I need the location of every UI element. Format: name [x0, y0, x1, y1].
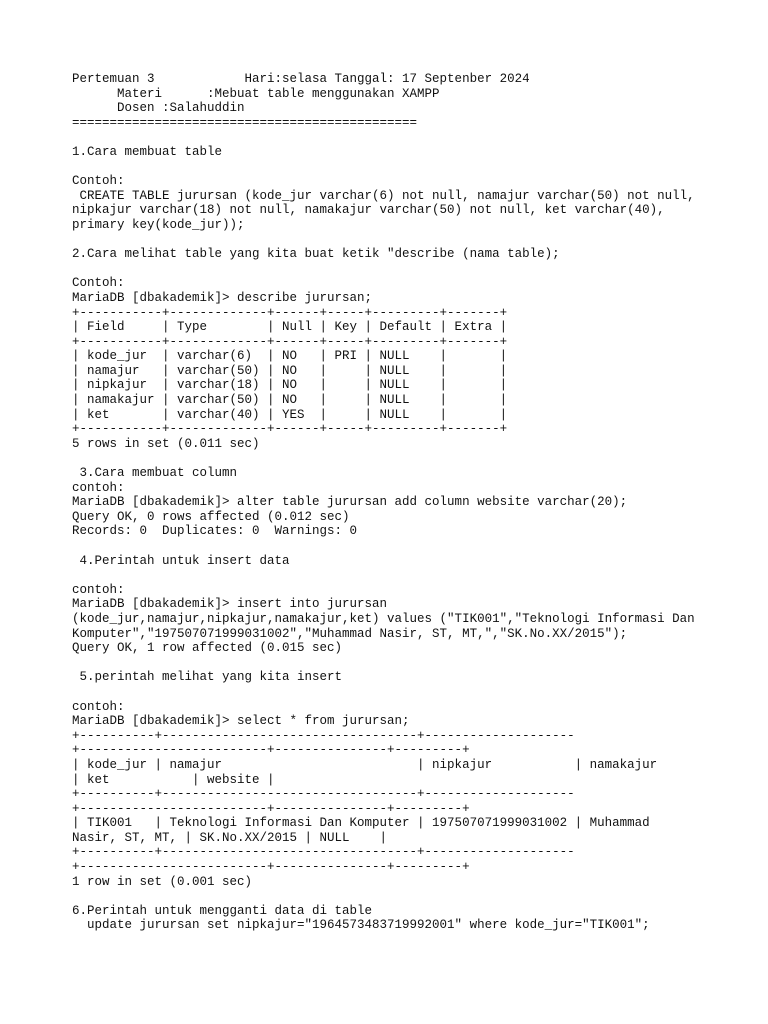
table-row: | TIK001 | Teknologi Informasi Dan Komputer | 197507071999031002 | Muhammad: [72, 816, 650, 831]
table-row: | nipkajur | varchar(18) | NO | | NULL | |: [72, 378, 508, 393]
code-line: CREATE TABLE jurursan (kode_jur varchar(6) not null, namajur varchar(50) not null,: [72, 188, 695, 203]
code-line: update jurursan set nipkajur="1964573483719992001" where kode_jur="TIK001";: [72, 918, 650, 933]
code-line: Query OK, 1 row affected (0.015 sec): [72, 641, 343, 656]
table-border: +-------------------------+---------------+---------+: [72, 860, 470, 875]
section-2-code: [72, 291, 762, 452]
subject-line: Materi :Mebuat table menggunakan XAMPP: [72, 86, 440, 101]
section-5-code: [72, 714, 762, 889]
code-line: MariaDB [dbakademik]> select * from jurursan;: [72, 714, 410, 729]
section-1-code: [72, 189, 762, 233]
table-border: +----------+----------------------------------+--------------------: [72, 845, 575, 860]
section-3-code: [72, 495, 762, 539]
section-5-title: 5.perintah melihat yang kita insert: [72, 670, 343, 685]
table-border: +-------------------------+---------------+---------+: [72, 743, 470, 758]
table-border: +----------+----------------------------------+--------------------: [72, 787, 575, 802]
table-border: +-----------+-------------+------+-----+---------+-------+: [72, 422, 508, 437]
section-1-title: 1.Cara membuat table: [72, 144, 223, 159]
code-line: (kode_jur,namajur,nipkajur,namakajur,ket) values ("TIK001","Teknologi Informasi Dan: [72, 611, 695, 626]
header-rule: ==============================================: [72, 115, 418, 130]
table-header-row: | kode_jur | namajur | nipkajur | namakajur: [72, 757, 658, 772]
result-summary: 5 rows in set (0.011 sec): [72, 436, 260, 451]
table-row: | namajur | varchar(50) | NO | | NULL | |: [72, 363, 508, 378]
code-line: MariaDB [dbakademik]> describe jurursan;: [72, 290, 373, 305]
section-1-example-label: Contoh:: [72, 174, 125, 189]
result-summary: 1 row in set (0.001 sec): [72, 874, 253, 889]
table-border: +-----------+-------------+------+-----+---------+-------+: [72, 305, 508, 320]
document-page: [72, 72, 762, 933]
meeting-info: Pertemuan 3 Hari:selasa Tanggal: 17 Septenber 2024: [72, 72, 530, 86]
section-2-title: 2.Cara melihat table yang kita buat ketik "describe (nama table);: [72, 247, 560, 262]
section-4-code: [72, 597, 762, 655]
table-row: | ket | varchar(40) | YES | | NULL | |: [72, 407, 508, 422]
code-line: Komputer","197507071999031002","Muhammad Nasir, ST, MT,","SK.No.XX/2015");: [72, 626, 628, 641]
table-border: +----------+----------------------------------+--------------------: [72, 728, 575, 743]
code-line: Records: 0 Duplicates: 0 Warnings: 0: [72, 524, 358, 539]
table-border: +-----------+-------------+------+-----+---------+-------+: [72, 334, 508, 349]
code-line: primary key(kode_jur));: [72, 217, 245, 232]
code-line: Query OK, 0 rows affected (0.012 sec): [72, 509, 350, 524]
table-header-row: | Field | Type | Null | Key | Default | Extra |: [72, 320, 508, 335]
table-row: Nasir, ST, MT, | SK.No.XX/2015 | NULL |: [72, 830, 388, 845]
section-3-example-label: contoh:: [72, 480, 125, 495]
table-row: | kode_jur | varchar(6) | NO | PRI | NULL | |: [72, 349, 508, 364]
table-row: | namakajur | varchar(50) | NO | | NULL | |: [72, 393, 508, 408]
lecturer-line: Dosen :Salahuddin: [72, 101, 245, 116]
section-4-title: 4.Perintah untuk insert data: [72, 553, 290, 568]
code-line: nipkajur varchar(18) not null, namakajur varchar(50) not null, ket varchar(40),: [72, 203, 665, 218]
table-border: +-------------------------+---------------+---------+: [72, 801, 470, 816]
code-line: MariaDB [dbakademik]> insert into jurursan: [72, 597, 388, 612]
section-6-title: 6.Perintah untuk mengganti data di table: [72, 903, 373, 918]
section-6-code: [72, 918, 762, 933]
section-2-example-label: Contoh:: [72, 276, 125, 291]
section-5-example-label: contoh:: [72, 699, 125, 714]
code-line: MariaDB [dbakademik]> alter table jurursan add column website varchar(20);: [72, 495, 628, 510]
section-3-title: 3.Cara membuat column: [72, 466, 238, 481]
table-header-row: | ket | website |: [72, 772, 275, 787]
section-4-example-label: contoh:: [72, 582, 125, 597]
